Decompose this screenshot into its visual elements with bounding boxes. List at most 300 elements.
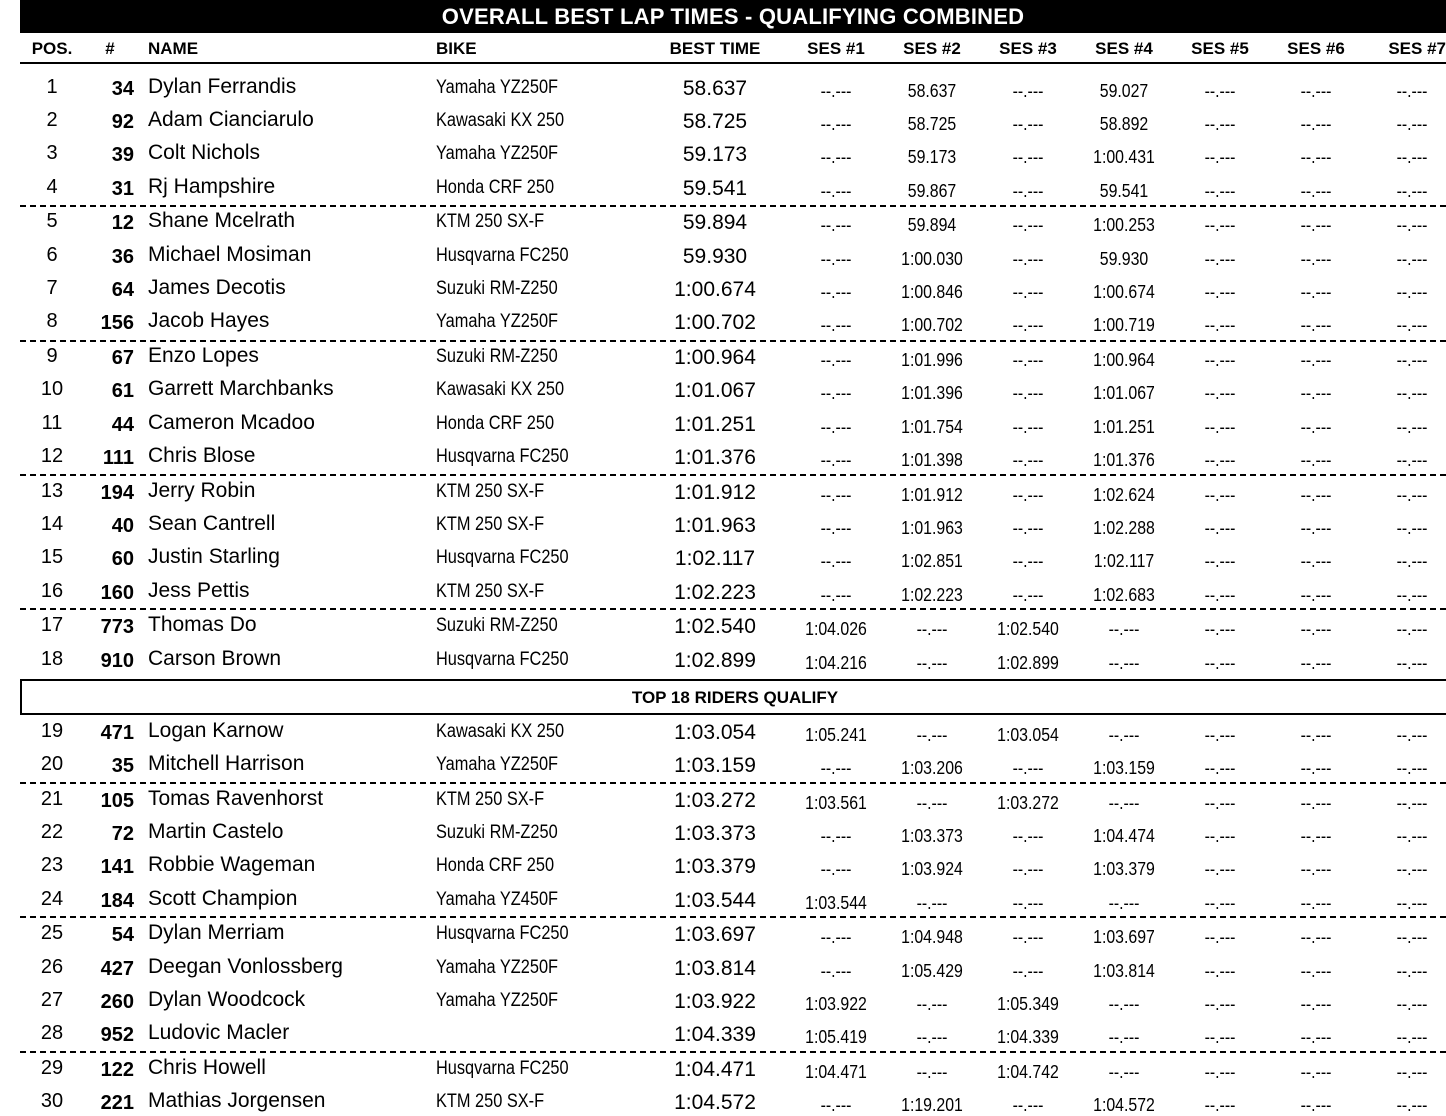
rider-number-cell: 122	[100, 1059, 134, 1081]
session-2-cell: 59.894	[907, 215, 957, 235]
session-4-cell: --.---	[1108, 653, 1140, 673]
session-3-cell: 1:03.272	[997, 793, 1059, 813]
group-divider	[20, 1051, 1446, 1053]
session-7-cell: --.---	[1396, 450, 1428, 470]
session-5-cell: --.---	[1204, 485, 1236, 505]
session-2-cell: 58.637	[907, 81, 957, 101]
rider-number-cell: 184	[100, 890, 134, 912]
rider-number-cell: 773	[100, 616, 134, 638]
session-6-cell: --.---	[1300, 927, 1332, 947]
session-6-cell: --.---	[1300, 826, 1332, 846]
session-3-cell: --.---	[1012, 1095, 1044, 1115]
table-row	[0, 716, 1446, 749]
session-5-cell: --.---	[1204, 994, 1236, 1014]
bike-cell: Husqvarna FC250	[436, 649, 569, 670]
session-4-cell: --.---	[1108, 725, 1140, 745]
session-1-cell: --.---	[820, 450, 852, 470]
position-cell: 15	[40, 546, 64, 568]
session-6-cell: --.---	[1300, 961, 1332, 981]
bike-cell: Honda CRF 250	[436, 177, 555, 198]
session-2-cell: 1:04.948	[901, 927, 963, 947]
session-3-cell: --.---	[1012, 215, 1044, 235]
position-cell: 24	[40, 888, 64, 910]
session-7-cell: --.---	[1396, 417, 1428, 437]
bike-cell: Husqvarna FC250	[436, 245, 569, 266]
session-5-cell: --.---	[1204, 758, 1236, 778]
rider-name-cell: Tomas Ravenhorst	[148, 787, 324, 810]
session-4-cell: 59.541	[1099, 181, 1149, 201]
bike-cell: Yamaha YZ250F	[436, 754, 559, 775]
session-2-cell: 1:01.963	[901, 518, 963, 538]
session-3-cell: --.---	[1012, 383, 1044, 403]
session-2-cell: 1:03.206	[901, 758, 963, 778]
session-2-cell: --.---	[916, 893, 948, 913]
table-row	[0, 542, 1446, 575]
rider-name-cell: Jacob Hayes	[148, 309, 270, 332]
session-6-cell: --.---	[1300, 282, 1332, 302]
session-2-cell: --.---	[916, 1062, 948, 1082]
session-2-cell: 1:01.754	[901, 417, 963, 437]
table-row	[0, 1086, 1446, 1116]
rider-number-cell: 221	[100, 1092, 134, 1114]
header-ses7: SES #7	[1388, 39, 1446, 58]
session-3-cell: --.---	[1012, 282, 1044, 302]
session-7-cell: --.---	[1396, 927, 1428, 947]
bike-cell: KTM 250 SX-F	[436, 789, 545, 810]
session-3-cell: 1:04.742	[997, 1062, 1059, 1082]
rider-number-cell: 44	[111, 414, 134, 436]
session-1-cell: 1:04.216	[805, 653, 867, 673]
table-row	[0, 273, 1446, 306]
session-1-cell: 1:03.544	[805, 893, 867, 913]
session-4-cell: 1:02.288	[1093, 518, 1155, 538]
session-1-cell: --.---	[820, 383, 852, 403]
table-row	[0, 1018, 1446, 1051]
best-time-cell: 59.894	[682, 211, 748, 234]
session-4-cell: 1:04.474	[1093, 826, 1155, 846]
session-5-cell: --.---	[1204, 417, 1236, 437]
session-3-cell: 1:02.540	[997, 619, 1059, 639]
bike-cell: Husqvarna FC250	[436, 923, 569, 944]
table-row	[0, 952, 1446, 985]
bike-cell: Yamaha YZ250F	[436, 77, 559, 98]
group-divider	[20, 916, 1446, 918]
position-cell: 29	[40, 1057, 64, 1079]
session-3-cell: --.---	[1012, 961, 1044, 981]
session-6-cell: --.---	[1300, 450, 1332, 470]
session-3-cell: --.---	[1012, 315, 1044, 335]
session-6-cell: --.---	[1300, 859, 1332, 879]
best-time-cell: 1:01.251	[674, 413, 756, 436]
session-7-cell: --.---	[1396, 994, 1428, 1014]
best-time-cell: 1:03.814	[674, 957, 756, 980]
session-7-cell: --.---	[1396, 961, 1428, 981]
session-6-cell: --.---	[1300, 249, 1332, 269]
rider-number-cell: 92	[111, 111, 134, 133]
session-6-cell: --.---	[1300, 793, 1332, 813]
session-6-cell: --.---	[1300, 551, 1332, 571]
best-time-cell: 1:03.379	[674, 855, 756, 878]
best-time-cell: 59.930	[682, 245, 748, 268]
rider-number-cell: 72	[111, 823, 134, 845]
best-time-cell: 1:03.544	[674, 889, 756, 912]
rider-number-cell: 39	[111, 144, 134, 166]
session-3-cell: --.---	[1012, 350, 1044, 370]
session-1-cell: --.---	[820, 147, 852, 167]
rider-number-cell: 427	[100, 958, 134, 980]
session-6-cell: --.---	[1300, 114, 1332, 134]
group-divider	[20, 608, 1446, 610]
session-5-cell: --.---	[1204, 181, 1236, 201]
session-3-cell: --.---	[1012, 585, 1044, 605]
table-row	[0, 610, 1446, 643]
header-ses3: SES #3	[999, 39, 1057, 58]
rider-number-cell: 260	[100, 991, 134, 1013]
group-divider	[20, 782, 1446, 784]
session-4-cell: 1:03.159	[1093, 758, 1155, 778]
bike-cell: Yamaha YZ250F	[436, 957, 559, 978]
session-4-cell: 59.930	[1099, 249, 1149, 269]
bike-cell: Husqvarna FC250	[436, 446, 569, 467]
session-4-cell: 59.027	[1099, 81, 1149, 101]
position-cell: 23	[40, 854, 64, 876]
session-1-cell: --.---	[820, 249, 852, 269]
table-row	[0, 374, 1446, 407]
page-title: OVERALL BEST LAP TIMES - QUALIFYING COMBINED	[20, 0, 1446, 33]
group-divider	[20, 205, 1446, 207]
position-cell: 30	[40, 1090, 64, 1112]
session-7-cell: --.---	[1396, 383, 1428, 403]
session-1-cell: --.---	[820, 551, 852, 571]
session-1-cell: 1:04.026	[805, 619, 867, 639]
group-divider	[20, 340, 1446, 342]
bike-cell: Honda CRF 250	[436, 855, 555, 876]
rider-name-cell: Mathias Jorgensen	[148, 1089, 326, 1112]
rider-name-cell: Shane Mcelrath	[148, 209, 296, 232]
bike-cell: Kawasaki KX 250	[436, 110, 565, 131]
table-row	[0, 72, 1446, 105]
session-5-cell: --.---	[1204, 653, 1236, 673]
position-cell: 4	[46, 176, 58, 198]
session-1-cell: 1:05.419	[805, 1027, 867, 1047]
session-2-cell: 1:01.912	[901, 485, 963, 505]
session-5-cell: --.---	[1204, 619, 1236, 639]
session-5-cell: --.---	[1204, 315, 1236, 335]
position-cell: 20	[40, 753, 64, 775]
session-7-cell: --.---	[1396, 793, 1428, 813]
session-3-cell: --.---	[1012, 893, 1044, 913]
session-7-cell: --.---	[1396, 249, 1428, 269]
best-time-cell: 1:03.272	[674, 789, 756, 812]
session-1-cell: --.---	[820, 315, 852, 335]
header-bike: BIKE	[436, 39, 477, 58]
session-7-cell: --.---	[1396, 653, 1428, 673]
rider-number-cell: 60	[111, 548, 134, 570]
bike-cell: Husqvarna FC250	[436, 1058, 569, 1079]
best-time-cell: 59.173	[682, 143, 748, 166]
session-6-cell: --.---	[1300, 181, 1332, 201]
session-4-cell: 1:01.251	[1093, 417, 1155, 437]
session-2-cell: 59.867	[907, 181, 957, 201]
table-row	[0, 1053, 1446, 1086]
session-5-cell: --.---	[1204, 585, 1236, 605]
rider-number-cell: 35	[111, 755, 134, 777]
session-2-cell: 1:05.429	[901, 961, 963, 981]
session-4-cell: 1:00.719	[1093, 315, 1155, 335]
header-ses1: SES #1	[807, 39, 865, 58]
best-time-cell: 1:03.373	[674, 822, 756, 845]
best-time-cell: 1:02.540	[674, 615, 756, 638]
position-cell: 19	[40, 720, 64, 742]
session-3-cell: --.---	[1012, 417, 1044, 437]
session-1-cell: 1:03.922	[805, 994, 867, 1014]
bike-cell: Yamaha YZ450F	[436, 889, 559, 910]
session-4-cell: --.---	[1108, 893, 1140, 913]
session-1-cell: --.---	[820, 114, 852, 134]
session-7-cell: --.---	[1396, 1062, 1428, 1082]
table-row	[0, 884, 1446, 917]
rider-number-cell: 111	[102, 447, 134, 469]
session-1-cell: 1:05.241	[805, 725, 867, 745]
session-3-cell: --.---	[1012, 518, 1044, 538]
bike-cell: Suzuki RM-Z250	[436, 278, 558, 299]
position-cell: 18	[40, 648, 64, 670]
best-time-cell: 1:03.159	[674, 754, 756, 777]
session-7-cell: --.---	[1396, 585, 1428, 605]
rider-name-cell: Justin Starling	[148, 545, 280, 568]
position-cell: 17	[40, 614, 64, 636]
session-2-cell: 1:00.030	[901, 249, 963, 269]
session-6-cell: --.---	[1300, 619, 1332, 639]
session-5-cell: --.---	[1204, 114, 1236, 134]
bike-cell: Suzuki RM-Z250	[436, 346, 558, 367]
session-1-cell: --.---	[820, 1095, 852, 1115]
position-cell: 11	[41, 412, 63, 434]
best-time-cell: 1:03.922	[674, 990, 756, 1013]
table-row	[0, 206, 1446, 239]
session-2-cell: --.---	[916, 1027, 948, 1047]
rider-name-cell: Michael Mosiman	[148, 243, 312, 266]
bike-cell: Yamaha YZ250F	[436, 311, 559, 332]
rider-number-cell: 910	[100, 650, 134, 672]
session-2-cell: --.---	[916, 653, 948, 673]
session-2-cell: 1:03.373	[901, 826, 963, 846]
position-cell: 27	[40, 989, 64, 1011]
session-6-cell: --.---	[1300, 147, 1332, 167]
session-7-cell: --.---	[1396, 1095, 1428, 1115]
rider-name-cell: Sean Cantrell	[148, 512, 276, 535]
session-7-cell: --.---	[1396, 1027, 1428, 1047]
session-2-cell: --.---	[916, 994, 948, 1014]
group-divider	[20, 474, 1446, 476]
session-5-cell: --.---	[1204, 551, 1236, 571]
session-7-cell: --.---	[1396, 147, 1428, 167]
rider-number-cell: 40	[111, 515, 134, 537]
header-best-time: BEST TIME	[669, 39, 761, 58]
bike-cell: Suzuki RM-Z250	[436, 615, 558, 636]
best-time-cell: 1:01.912	[674, 481, 756, 504]
rider-number-cell: 64	[111, 279, 134, 301]
session-1-cell: --.---	[820, 927, 852, 947]
best-time-cell: 1:04.471	[674, 1058, 756, 1081]
session-5-cell: --.---	[1204, 893, 1236, 913]
bike-cell: KTM 250 SX-F	[436, 581, 545, 602]
table-row	[0, 817, 1446, 850]
session-6-cell: --.---	[1300, 350, 1332, 370]
qualify-banner: TOP 18 RIDERS QUALIFY	[20, 679, 1446, 715]
session-4-cell: 1:04.572	[1093, 1095, 1155, 1115]
session-3-cell: --.---	[1012, 81, 1044, 101]
session-6-cell: --.---	[1300, 518, 1332, 538]
rider-name-cell: Adam Cianciarulo	[148, 108, 314, 131]
session-1-cell: --.---	[820, 81, 852, 101]
rider-name-cell: Chris Blose	[148, 444, 256, 467]
bike-cell: KTM 250 SX-F	[436, 514, 545, 535]
table-row	[0, 509, 1446, 542]
session-5-cell: --.---	[1204, 282, 1236, 302]
session-7-cell: --.---	[1396, 859, 1428, 879]
session-4-cell: 1:03.379	[1093, 859, 1155, 879]
session-6-cell: --.---	[1300, 215, 1332, 235]
header-divider	[20, 62, 1446, 64]
rider-name-cell: Ludovic Macler	[148, 1021, 290, 1044]
best-time-cell: 1:02.117	[674, 547, 756, 570]
header-name: NAME	[148, 39, 199, 58]
position-cell: 13	[40, 480, 64, 502]
session-6-cell: --.---	[1300, 315, 1332, 335]
rider-number-cell: 194	[100, 482, 134, 504]
session-6-cell: --.---	[1300, 725, 1332, 745]
rider-name-cell: Dylan Merriam	[148, 921, 285, 944]
session-4-cell: --.---	[1108, 1027, 1140, 1047]
session-1-cell: 1:04.471	[805, 1062, 867, 1082]
session-3-cell: --.---	[1012, 551, 1044, 571]
session-1-cell: --.---	[820, 758, 852, 778]
rider-number-cell: 34	[111, 78, 134, 100]
bike-cell: Husqvarna FC250	[436, 547, 569, 568]
session-4-cell: --.---	[1108, 1062, 1140, 1082]
position-cell: 2	[46, 109, 58, 131]
session-5-cell: --.---	[1204, 518, 1236, 538]
session-6-cell: --.---	[1300, 81, 1332, 101]
session-2-cell: 1:03.924	[901, 859, 963, 879]
session-1-cell: --.---	[820, 282, 852, 302]
table-row	[0, 441, 1446, 474]
rider-name-cell: Martin Castelo	[148, 820, 284, 843]
session-2-cell: 1:00.846	[901, 282, 963, 302]
position-cell: 7	[46, 277, 58, 299]
session-6-cell: --.---	[1300, 417, 1332, 437]
session-2-cell: --.---	[916, 793, 948, 813]
position-cell: 16	[40, 580, 64, 602]
rider-number-cell: 54	[111, 924, 134, 946]
session-5-cell: --.---	[1204, 793, 1236, 813]
session-5-cell: --.---	[1204, 383, 1236, 403]
session-3-cell: 1:04.339	[997, 1027, 1059, 1047]
position-cell: 3	[46, 142, 58, 164]
session-4-cell: 1:01.067	[1093, 383, 1155, 403]
rider-name-cell: Jerry Robin	[148, 479, 256, 502]
best-time-cell: 1:01.067	[674, 379, 756, 402]
position-cell: 28	[40, 1022, 64, 1044]
session-6-cell: --.---	[1300, 383, 1332, 403]
table-row	[0, 985, 1446, 1018]
rider-name-cell: Robbie Wageman	[148, 853, 316, 876]
rider-name-cell: Mitchell Harrison	[148, 752, 305, 775]
best-time-cell: 1:01.963	[674, 514, 756, 537]
session-3-cell: 1:05.349	[997, 994, 1059, 1014]
bike-cell: Yamaha YZ250F	[436, 990, 559, 1011]
header-ses6: SES #6	[1287, 39, 1345, 58]
session-7-cell: --.---	[1396, 350, 1428, 370]
session-1-cell: --.---	[820, 859, 852, 879]
rider-number-cell: 105	[100, 790, 134, 812]
position-cell: 5	[46, 210, 58, 232]
rider-name-cell: Chris Howell	[148, 1056, 266, 1079]
session-2-cell: 1:01.398	[901, 450, 963, 470]
table-row	[0, 172, 1446, 205]
session-6-cell: --.---	[1300, 585, 1332, 605]
session-4-cell: 58.892	[1099, 114, 1149, 134]
position-cell: 1	[46, 76, 58, 98]
table-row	[0, 240, 1446, 273]
session-5-cell: --.---	[1204, 450, 1236, 470]
header-pos: POS.	[31, 39, 73, 58]
session-7-cell: --.---	[1396, 485, 1428, 505]
session-2-cell: 58.725	[907, 114, 957, 134]
rider-name-cell: Carson Brown	[148, 647, 282, 670]
session-4-cell: 1:03.697	[1093, 927, 1155, 947]
header-number: #	[105, 39, 115, 58]
session-2-cell: --.---	[916, 619, 948, 639]
session-4-cell: 1:02.624	[1093, 485, 1155, 505]
best-time-cell: 1:04.339	[674, 1023, 756, 1046]
session-7-cell: --.---	[1396, 518, 1428, 538]
best-time-cell: 1:02.899	[674, 649, 756, 672]
rider-name-cell: Thomas Do	[148, 613, 257, 636]
session-4-cell: 1:00.431	[1093, 147, 1155, 167]
rider-number-cell: 156	[100, 312, 134, 334]
rider-name-cell: Dylan Ferrandis	[148, 75, 297, 98]
session-5-cell: --.---	[1204, 1027, 1236, 1047]
rider-name-cell: Enzo Lopes	[148, 344, 259, 367]
session-7-cell: --.---	[1396, 282, 1428, 302]
session-1-cell: --.---	[820, 485, 852, 505]
session-5-cell: --.---	[1204, 725, 1236, 745]
rider-name-cell: Garrett Marchbanks	[148, 377, 334, 400]
session-7-cell: --.---	[1396, 619, 1428, 639]
position-cell: 9	[46, 345, 58, 367]
session-1-cell: --.---	[820, 826, 852, 846]
session-6-cell: --.---	[1300, 1027, 1332, 1047]
rider-number-cell: 31	[111, 178, 134, 200]
session-4-cell: 1:00.964	[1093, 350, 1155, 370]
session-3-cell: --.---	[1012, 826, 1044, 846]
session-2-cell: 1:00.702	[901, 315, 963, 335]
bike-cell: KTM 250 SX-F	[436, 211, 545, 232]
session-6-cell: --.---	[1300, 1095, 1332, 1115]
session-2-cell: 1:02.223	[901, 585, 963, 605]
bike-cell: KTM 250 SX-F	[436, 1091, 545, 1112]
session-7-cell: --.---	[1396, 215, 1428, 235]
position-cell: 26	[40, 956, 64, 978]
session-4-cell: 1:01.376	[1093, 450, 1155, 470]
session-3-cell: --.---	[1012, 859, 1044, 879]
table-row	[0, 476, 1446, 509]
position-cell: 12	[40, 445, 64, 467]
rider-number-cell: 67	[111, 347, 134, 369]
rider-number-cell: 141	[100, 856, 134, 878]
